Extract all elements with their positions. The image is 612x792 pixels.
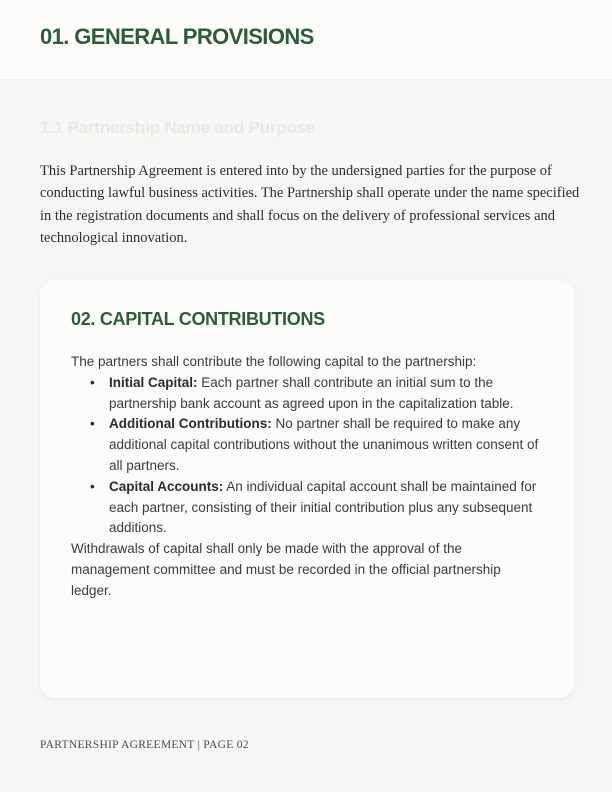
item-text: Each partner shall contribute an initial sum to the partnership bank account as agreed upon in the capitalization table. xyxy=(109,374,514,411)
section-heading: 1.1 Partnership Name and Purpose xyxy=(40,118,316,137)
item-label: Additional Contributions: xyxy=(109,416,272,432)
card-intro: The partners shall contribute the following capital to the partnership: xyxy=(71,354,477,369)
card-outro: Withdrawals of capital shall only be made with the approval of the management committee and must be recorded in the official partnership ledger. xyxy=(71,541,501,598)
page-footer: PARTNERSHIP AGREEMENT | PAGE 02 xyxy=(40,739,249,751)
list-item xyxy=(109,477,544,539)
item-label: Initial Capital: xyxy=(109,374,198,390)
capital-list xyxy=(71,373,544,539)
capital-contributions-card xyxy=(40,280,574,698)
list-item xyxy=(109,414,544,476)
list-item xyxy=(109,373,544,415)
item-text: An individual capital account shall be maintained for each partner, consisting of their initial contribution plus any subsequent additions. xyxy=(109,478,537,536)
item-label: Capital Accounts: xyxy=(109,478,224,494)
section-body-paragraph: This Partnership Agreement is entered into by the undersigned parties for the purpose of conducting lawful business activities. The Partnership shall operate under the name specified in the registration documents and shall focus on the delivery of professional services and technological innovation. xyxy=(40,163,580,246)
item-text: No partner shall be required to make any additional capital contributions without the unanimous written consent of all partners. xyxy=(109,416,539,473)
page-header-band xyxy=(0,0,612,80)
card-title: 02. CAPITAL CONTRIBUTIONS xyxy=(71,309,325,329)
page-title: 01. GENERAL PROVISIONS xyxy=(40,24,314,49)
